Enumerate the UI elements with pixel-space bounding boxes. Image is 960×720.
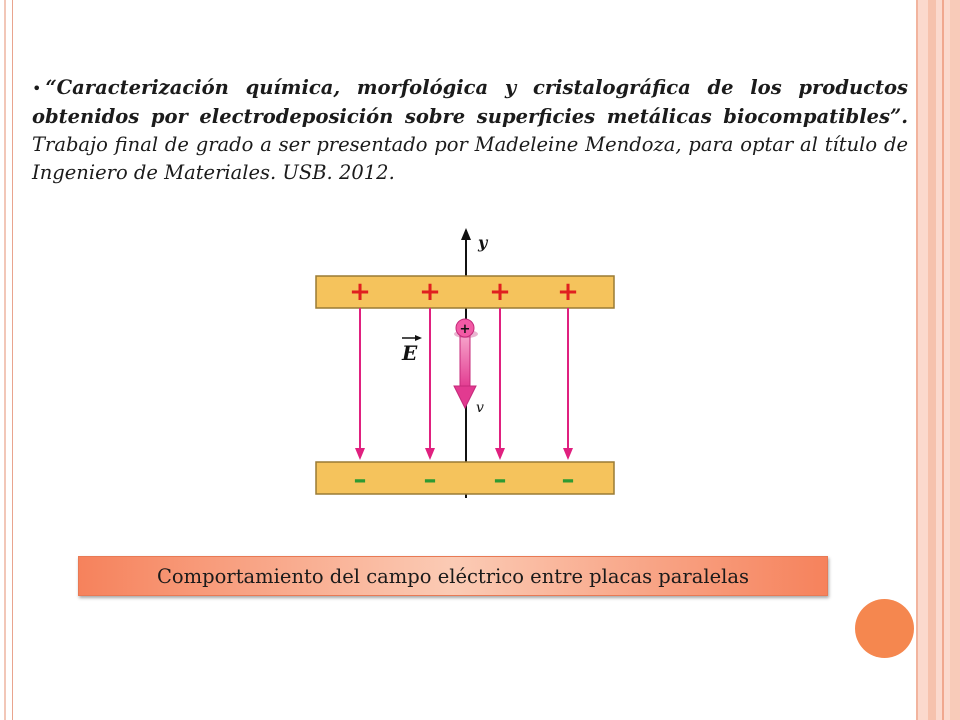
quoted-title: “Caracterización química, morfológica y cristalográfica de los productos obtenidos por electrodeposición sobre superficies metálicas biocompatibles”. [32,76,908,128]
velocity-arrowhead [454,386,476,408]
minus-sign: – [353,465,367,495]
plus-sign: + [349,277,371,307]
parallel-plates-diagram [226,226,626,502]
field-line-arrowhead [563,448,573,460]
field-label: E [402,341,418,365]
decorative-orange-circle [855,599,914,658]
charge-sign: + [459,322,471,337]
field-line-arrowhead [355,448,365,460]
plus-sign: + [419,277,441,307]
field-line-arrowhead [425,448,435,460]
bullet: • [32,79,42,98]
minus-sign: – [423,465,437,495]
y-axis-label: y [478,233,488,252]
velocity-arrow-shaft [460,334,470,388]
y-axis-arrowhead [461,228,471,240]
plus-sign: + [557,277,579,307]
plus-sign: + [489,277,511,307]
minus-sign: – [493,465,507,495]
velocity-label: v [476,400,484,416]
minus-sign: – [561,465,575,495]
right-border-stripes [916,0,960,720]
reference-paragraph [32,74,908,187]
caption-box [78,556,828,596]
field-line-arrowhead [495,448,505,460]
reference-details: Trabajo final de grado a ser presentado por Madeleine Mendoza, para optar al título de Ingeniero de Materiales. USB. 2012. [32,133,908,184]
left-border [0,0,13,720]
caption-text: Comportamiento del campo eléctrico entre placas paralelas [157,564,749,588]
